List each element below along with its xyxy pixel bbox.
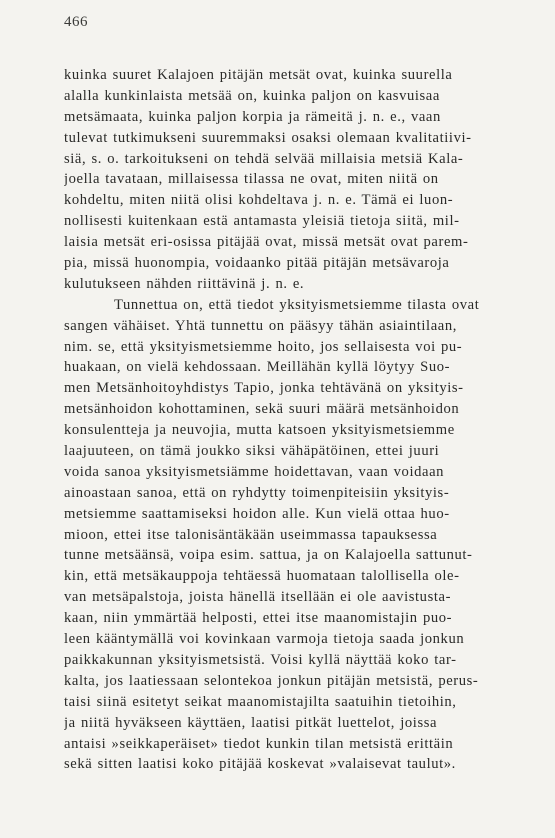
text-line: paikkakunnan yksityismetsistä. Voisi kyllä näyttää koko tar-	[64, 651, 457, 668]
text-line: ainoastaan sanoa, että on ryhdytty toimenpiteisiin yksityis-	[64, 484, 450, 501]
text-line: laajuuteen, on tämä joukko siksi vähäpätöinen, ettei juuri	[64, 443, 440, 460]
text-line: kin, että metsäkauppoja tehtäessä huomataan talollisella ole-	[64, 568, 460, 585]
text-line: alalla kunkinlaista metsää on, kuinka paljon on kasvuisaa	[64, 87, 440, 104]
text-line: kulutukseen nähden riittävinä j. n. e.	[64, 275, 305, 292]
text-line: tulevat tutkimukseni suuremmaksi osaksi olemaan kvalitatiivi-	[64, 129, 472, 146]
text-line: Tunnettua on, että tiedot yksityismetsiemme tilasta ovat	[114, 296, 480, 313]
text-line: huakaan, on vielä kehdossaan. Meillähän kyllä löytyy Suo-	[64, 359, 451, 376]
text-line: leen kääntymällä voi kovinkaan varmoja tietoja saada jonkun	[64, 631, 465, 648]
text-line: metsämaata, kuinka paljon korpia ja rämeitä j. n. e., vaan	[64, 108, 441, 125]
text-line: pia, missä huonompia, voidaanko pitää pitäjän metsävaroja	[64, 255, 450, 272]
text-line: voida sanoa yksityismetsiämme hoidettavan, vaan voidaan	[64, 463, 445, 480]
text-line: konsulentteja ja neuvojia, mutta katsoen yksityismetsiemme	[64, 422, 455, 439]
text-line: kalta, jos laatiessaan selontekoa jonkun pitäjän metsistä, perus-	[64, 672, 479, 689]
text-line: joella tavataan, millaisessa tilassa ne ovat, miten niitä on	[64, 171, 439, 188]
text-line: van metsäpalstoja, joista hänellä itsellään ei ole aavistusta-	[64, 589, 452, 606]
text-line: ja niitä hyväkseen käyttäen, laatisi pitkät luettelot, joissa	[64, 714, 438, 731]
text-line: metsänhoidon kohottaminen, sekä suuri määrä metsänhoidon	[64, 401, 460, 418]
text-line: siä, s. o. tarkoitukseni on tehdä selvää millaisia metsiä Kala-	[64, 150, 464, 167]
text-line: kohdeltu, miten niitä olisi kohdeltava j. n. e. Tämä ei luon-	[64, 192, 454, 209]
page-number: 466	[64, 14, 88, 30]
text-line: kuinka suuret Kalajoen pitäjän metsät ovat, kuinka suurella	[64, 67, 453, 83]
text-line: sangen vähäiset. Yhtä tunnettu on pääsyy tähän asiaintilaan,	[64, 317, 458, 334]
text-line: nim. se, että yksityismetsiemme hoito, jos sellaisesta voi pu-	[64, 338, 463, 355]
text-line: mioon, ettei itse talonisäntäkään useimmassa tapauksessa	[64, 526, 438, 543]
text-line: antaisi »seikkaperäiset» tiedot kunkin tilan metsistä erittäin	[64, 735, 454, 752]
text-line: kaan, niin ymmärtää helposti, ettei itse maanomistajin puo-	[64, 610, 453, 627]
text-line: taisi siinä esitetyt seikat maanomistajilta saatuihin tietoihin,	[64, 693, 457, 710]
body-text	[64, 65, 540, 775]
text-line: tunne metsäänsä, voipa esim. sattua, ja on Kalajoella sattunut-	[64, 547, 473, 564]
text-line: laisia metsät eri-osissa pitäjää ovat, missä metsät ovat parem-	[64, 234, 469, 251]
text-line: sekä sitten laatisi koko pitäjää koskevat »valaisevat taulut».	[64, 756, 456, 773]
text-line: nollisesti kuitenkaan estä antamasta yleisiä tietoja siitä, mil-	[64, 213, 460, 230]
text-line: men Metsänhoitoyhdistys Tapio, jonka tehtävänä on yksityis-	[64, 380, 464, 397]
text-line: metsiemme saattamiseksi hoidon alle. Kun vielä ottaa huo-	[64, 505, 450, 522]
